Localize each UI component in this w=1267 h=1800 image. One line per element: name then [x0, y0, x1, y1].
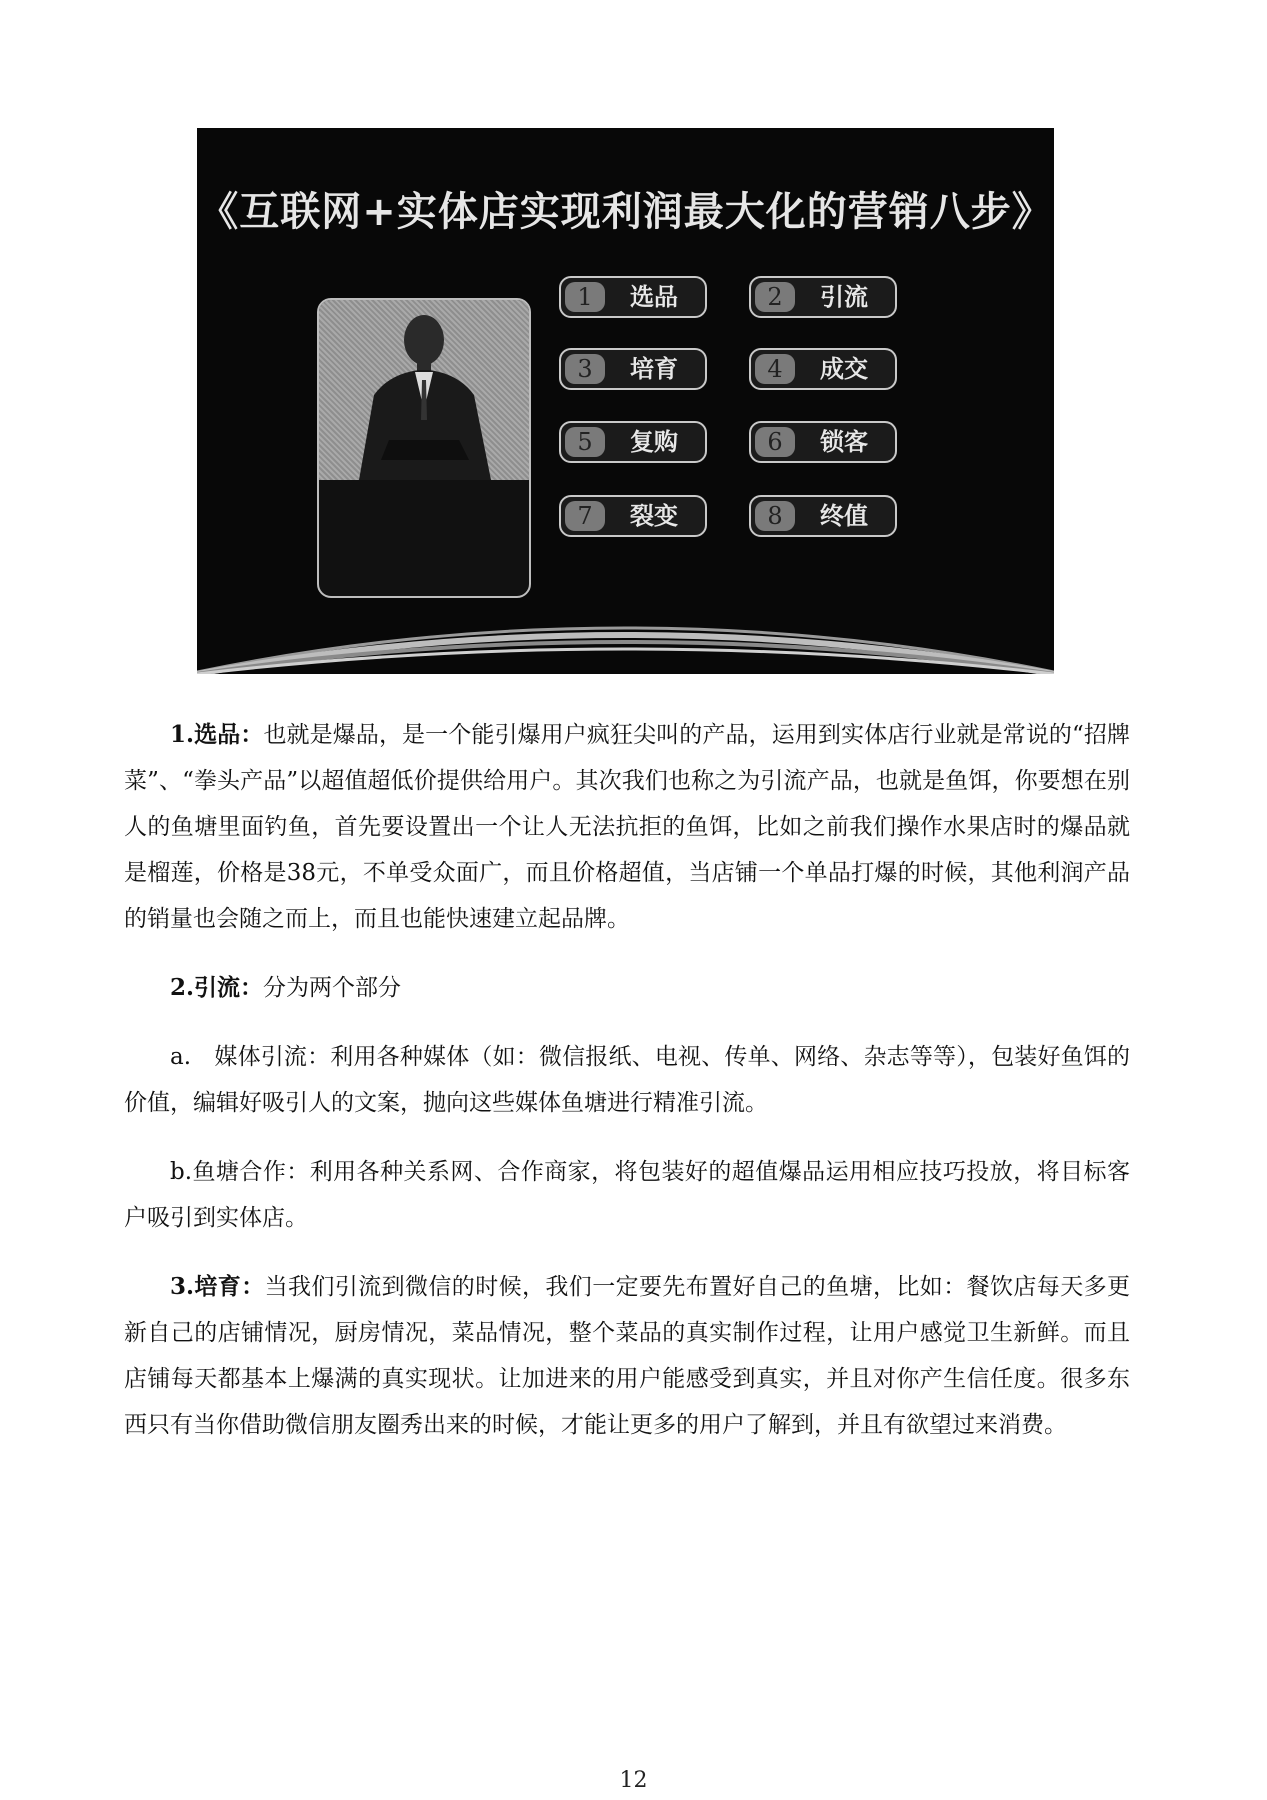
- step-label: 裂变: [630, 502, 678, 530]
- step-label: 引流: [820, 283, 868, 311]
- step-pill-3: [559, 348, 707, 390]
- step-pill-7: [559, 495, 707, 537]
- paragraph-text: b.鱼塘合作：利用各种关系网、合作商家，将包装好的超值爆品运用相应技巧投放，将目标客户吸引到实体店。: [124, 1159, 1130, 1231]
- paragraph-1: [124, 712, 1130, 942]
- step-number: 5: [565, 427, 605, 457]
- step-pill-6: [749, 421, 897, 463]
- step-number: 7: [565, 501, 605, 531]
- step-number: 1: [565, 282, 605, 312]
- paragraph-2: [124, 965, 1130, 1011]
- step-pill-4: [749, 348, 897, 390]
- step-pill-2: [749, 276, 897, 318]
- portrait-card: [317, 298, 531, 598]
- paragraph-4: [124, 1149, 1130, 1241]
- step-number: 3: [565, 354, 605, 384]
- article-body: [124, 712, 1130, 1471]
- decorative-arcs: [197, 594, 1054, 674]
- paragraph-heading: 3.培育：: [170, 1273, 265, 1300]
- step-label: 培育: [630, 355, 678, 383]
- step-pill-8: [749, 495, 897, 537]
- step-number: 2: [755, 282, 795, 312]
- step-label: 成交: [820, 355, 868, 383]
- paragraph-3: [124, 1034, 1130, 1126]
- banner-title: 《互联网+实体店实现利润最大化的营销八步》: [198, 189, 1053, 235]
- step-pill-5: [559, 421, 707, 463]
- paragraph-text: 当我们引流到微信的时候，我们一定要先布置好自己的鱼塘，比如：餐饮店每天多更新自己的店铺情况，厨房情况，菜品情况，整个菜品的真实制作过程，让用户感觉卫生新鲜。而且店铺每天都基本上爆满的真实现状。让加进来的用户能感受到真实，并且对你产生信任度。很多东西只有当你借助微信朋友圈秀出来的时候，才能让更多的用户了解到，并且有欲望过来消费。: [124, 1274, 1130, 1438]
- portrait-photo: [319, 300, 529, 480]
- step-number: 4: [755, 354, 795, 384]
- paragraph-5: [124, 1264, 1130, 1448]
- paragraph-text: 分为两个部分: [263, 975, 402, 1001]
- paragraph-text: 也就是爆品，是一个能引爆用户疯狂尖叫的产品，运用到实体店行业就是常说的“招牌菜”、“拳头产品”以超值超低价提供给用户。其次我们也称之为引流产品，也就是鱼饵，你要想在别人的鱼塘里面钓鱼，首先要设置出一个让人无法抗拒的鱼饵，比如之前我们操作水果店时的爆品就是榴莲，价格是38元，不单受众面广，而且价格超值，当店铺一个单品打爆的时候，其他利润产品的销量也会随之而上，而且也能快速建立起品牌。: [124, 722, 1131, 932]
- person-silhouette-icon: [319, 300, 529, 480]
- step-label: 复购: [630, 428, 678, 456]
- paragraph-heading: 1.选品：: [170, 721, 264, 748]
- paragraph-heading: 2.引流：: [170, 974, 264, 1001]
- step-label: 选品: [630, 283, 678, 311]
- step-number: 6: [755, 427, 795, 457]
- banner-image: [197, 128, 1054, 674]
- page-number: 12: [619, 1768, 648, 1793]
- step-label: 锁客: [820, 428, 868, 456]
- step-number: 8: [755, 501, 795, 531]
- step-pill-1: [559, 276, 707, 318]
- paragraph-text: a. 媒体引流：利用各种媒体（如：微信报纸、电视、传单、网络、杂志等等），包装好鱼饵的价值，编辑好吸引人的文案，抛向这些媒体鱼塘进行精准引流。: [124, 1044, 1130, 1116]
- step-label: 终值: [820, 502, 868, 530]
